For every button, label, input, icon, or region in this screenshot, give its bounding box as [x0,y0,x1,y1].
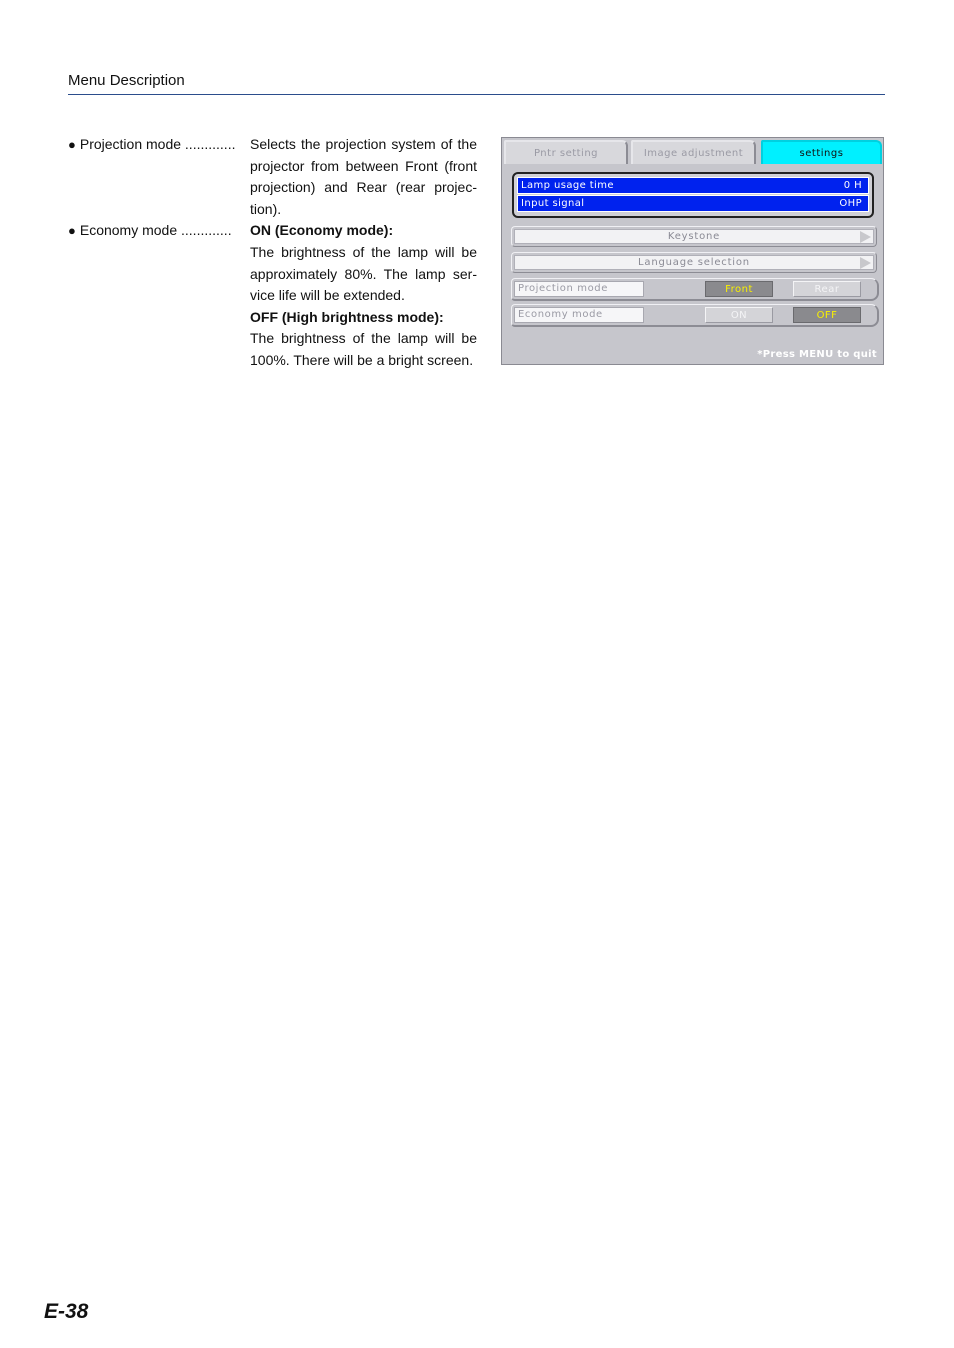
chevron-right-icon [860,231,871,243]
info-input-signal-value: OHP [839,198,862,209]
info-lamp-usage [517,177,869,194]
tab-image-adjustment[interactable]: Image adjustment [631,140,756,164]
def-projection-mode: Selects the projection system of the projector from between Front (front projection) and Rear (rear projec-tion). [250,136,477,217]
info-lamp-usage-value: 0 H [843,180,862,191]
option-row-economy-mode [511,304,879,327]
description-projection-mode [68,134,480,220]
bullet-icon: ● [68,137,76,152]
press-menu-hint: *Press MENU to quit [757,349,877,360]
keystone-label: Keystone [667,231,721,242]
info-input-signal-label: Input signal [521,198,585,209]
projection-mode-label: Projection mode [514,281,644,297]
page-number: E-38 [44,1300,89,1323]
economy-off-text: The brightness of the lamp will be 100%. There will be a bright screen. [250,330,477,368]
info-lamp-usage-label: Lamp usage time [521,180,614,191]
description-list [68,134,480,372]
economy-on-text: The brightness of the lamp will be approximately 80%. The lamp ser-vice life will be extended. [250,243,477,304]
projection-rear-button[interactable]: Rear [793,281,861,297]
economy-on-button[interactable]: ON [705,307,773,323]
menu-item-language-selection[interactable] [511,252,877,273]
description-economy-mode [68,220,480,371]
option-row-projection-mode [511,278,879,301]
menu-item-keystone[interactable] [511,226,877,247]
info-input-signal [517,195,869,212]
header-divider [68,94,885,95]
bullet-icon: ● [68,223,76,239]
economy-off-button[interactable]: OFF [793,307,861,323]
section-title: Menu Description [68,72,185,89]
economy-on-heading: ON (Economy mode): [250,222,394,239]
economy-mode-label: Economy mode [514,307,644,323]
projection-front-button[interactable]: Front [705,281,773,297]
osd-menu-screenshot [501,137,884,365]
term-economy-mode: Economy mode ............. [79,222,232,239]
osd-tab-bar [502,138,883,166]
status-info-box [512,172,874,218]
language-selection-label: Language selection [638,257,750,268]
term-projection-mode: Projection mode ............. [79,136,236,152]
tab-pntr-setting[interactable]: Pntr setting [504,140,628,164]
tab-settings[interactable]: settings [761,140,882,164]
economy-off-heading: OFF (High brightness mode): [250,308,444,325]
chevron-right-icon [860,257,871,269]
